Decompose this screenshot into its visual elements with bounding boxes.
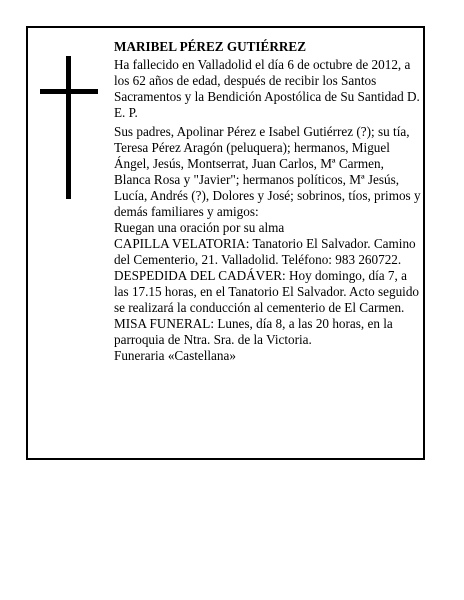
family-list: Sus padres, Apolinar Pérez e Isabel Gutiérrez (?); su tía, Teresa Pérez Aragón (peluquera); hermanos, Miguel Ángel, Jesús, Montserrat, Juan Carlos, Mª Carmen, Blanca Rosa y "Javier"; hermanos políticos, Mª Jesús, Lucía, Andrés (?), Dolores y José; sobrinos, tíos, primos y demás familiares y amigos: bbox=[114, 124, 421, 219]
cross-post bbox=[66, 56, 71, 199]
funeral-home: Funeraria «Castellana» bbox=[114, 348, 236, 363]
obituary-frame bbox=[26, 26, 425, 460]
death-announcement: Ha fallecido en Valladolid el día 6 de octubre de 2012, a los 62 años de edad, después de recibir los Santos Sacramentos y la Bendición Apostólica de Su Santidad D. E. P. bbox=[114, 57, 420, 120]
farewell-info: DESPEDIDA DEL CADÁVER: Hoy domingo, día 7, a las 17.15 horas, en el Tanatorio El Salvador. Acto seguido se realizará la conducción al cementerio de El Carmen. bbox=[114, 268, 420, 315]
cross-beam bbox=[40, 89, 98, 94]
wake-chapel-info: CAPILLA VELATORIA: Tanatorio El Salvador. Camino del Cementerio, 21. Valladolid. Teléfono: 983 260722. bbox=[114, 236, 416, 267]
latin-cross-icon bbox=[40, 56, 100, 199]
prayer-request: Ruegan una oración por su alma bbox=[114, 220, 285, 235]
funeral-mass-info: MISA FUNERAL: Lunes, día 8, a las 20 horas, en la parroquia de Ntra. Sra. de la Victoria. bbox=[114, 316, 393, 347]
obituary-text bbox=[114, 39, 422, 364]
deceased-name: MARIBEL PÉREZ GUTIÉRREZ bbox=[114, 39, 306, 54]
